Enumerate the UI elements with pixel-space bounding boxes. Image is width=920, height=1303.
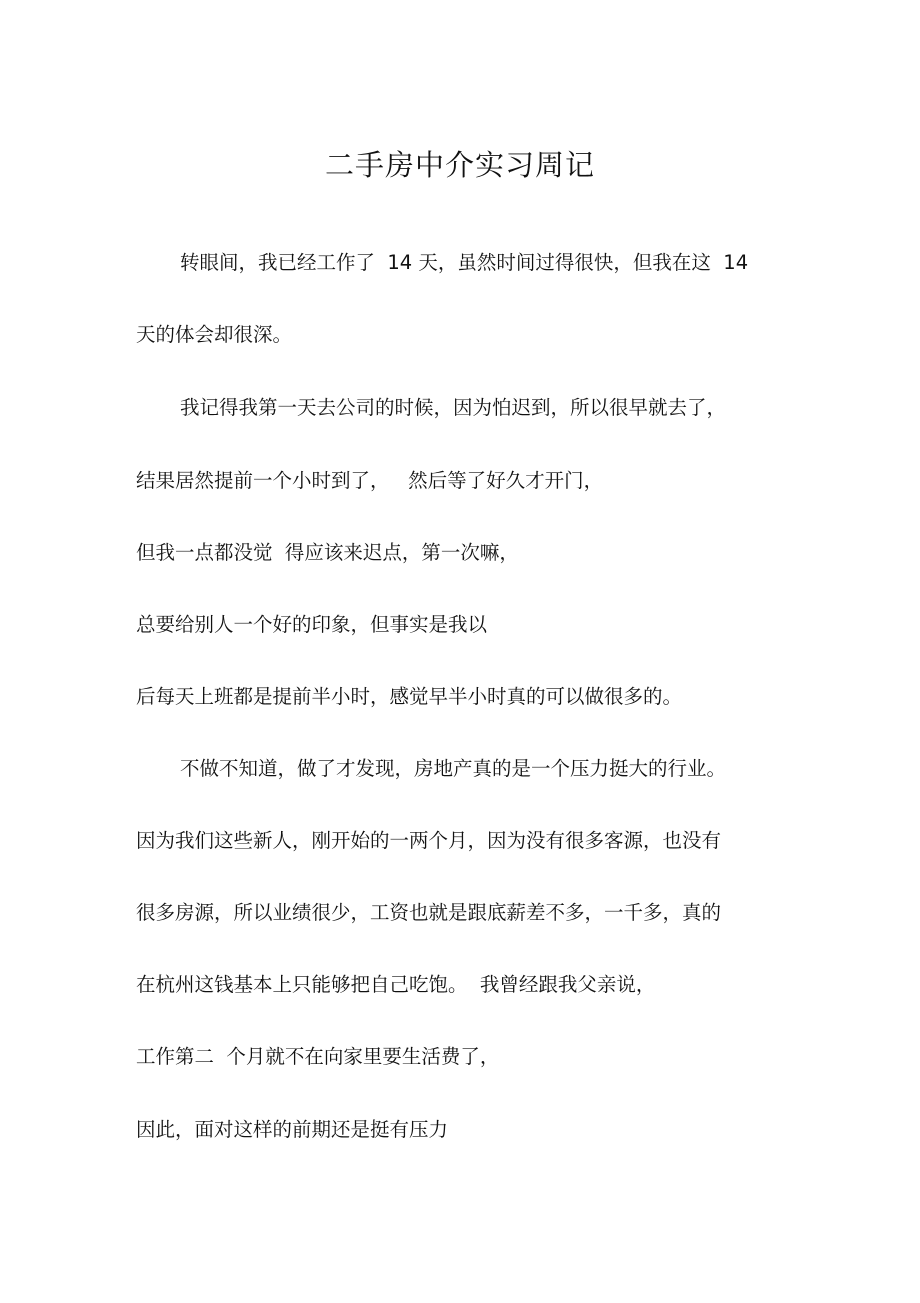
paragraph-line: 不做不知道，做了才发现，房地产真的是一个压力挺大的行业。 <box>180 757 727 780</box>
paragraph-line: 总要给别人一个好的印象，但事实是我以 <box>136 613 488 636</box>
paragraph-line: 后每天上班都是提前半小时，感觉早半小时真的可以做很多的。 <box>136 685 683 708</box>
paragraph-line: 因此，面对这样的前期还是挺有压力 <box>136 1118 449 1141</box>
paragraph-line: 因为我们这些新人，刚开始的一两个月，因为没有很多客源，也没有 <box>136 829 722 852</box>
paragraph-line: 我记得我第一天去公司的时候，因为怕迟到，所以很早就去了， <box>180 396 727 419</box>
paragraph-line: 结果居然提前一个小时到了， 然后等了好久才开门， <box>136 469 604 492</box>
paragraph-line: 天的体会却很深。 <box>136 323 293 346</box>
paragraph-line: 但我一点都没觉 得应该来迟点，第一次嘛， <box>136 541 519 564</box>
paragraph-line: 很多房源，所以业绩很少，工资也就是跟底薪差不多，一千多，真的 <box>136 901 722 924</box>
paragraph-line: 在杭州这钱基本上只能够把自己吃饱。 我曾经跟我父亲说， <box>136 973 656 996</box>
document-title: 二手房中介实习周记 <box>324 148 595 182</box>
paragraph-line: 转眼间，我已经工作了 14 天，虽然时间过得很快，但我在这 14 <box>180 251 749 274</box>
paragraph-line: 工作第二 个月就不在向家里要生活费了， <box>136 1045 500 1068</box>
